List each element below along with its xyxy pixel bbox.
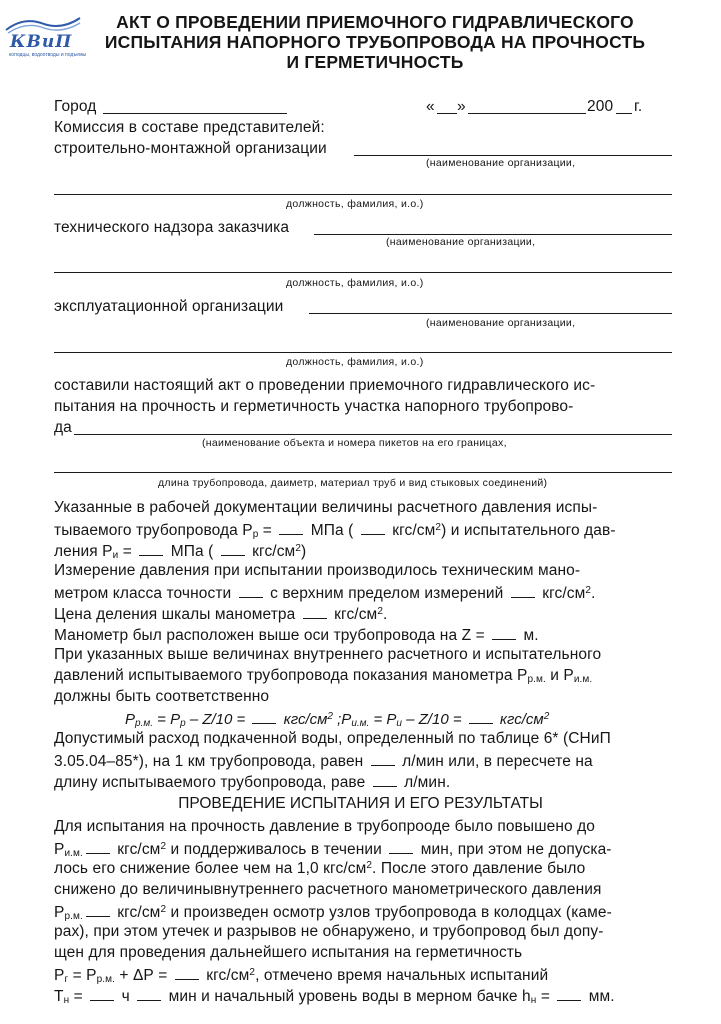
date-close-quote: »: [457, 98, 466, 115]
p2-line-2: метром класса точности с верхним пределом измерений кгс/$см^2$.: [54, 585, 596, 602]
p2-line-1: Измерение давления при испытании производилось техническим мано-: [54, 562, 581, 579]
org3-person-caption: должность, фамилия, и.о.): [286, 356, 424, 368]
s-line-2: $Р_{и.м.}$ кгс/$см^2$ и поддерживалось в течении мин, при этом не допуска-: [54, 841, 612, 859]
p3-line: Манометр был расположен выше оси трубопровода на Z = м.: [54, 627, 539, 644]
p1-line-3: ления $Р_и$ = МПа ( кгс/$см^2$): [54, 543, 307, 561]
s-line-7: щен для проведения дальнейшего испытания на герметичность: [54, 944, 523, 961]
title-line-2: ИСПЫТАНИЯ НАПОРНОГО ТРУБОПРОВОДА НА ПРОЧНОСТЬ: [104, 32, 646, 52]
pipeline-details-caption: длина трубопровода, даиметр, материал труб и вид стыковых соединений): [158, 477, 548, 489]
year-suffix: г.: [634, 98, 643, 115]
initial-water-level-field[interactable]: [557, 986, 581, 1001]
city-label: Город: [54, 98, 97, 115]
z-height-field[interactable]: [492, 625, 516, 640]
company-logo: [4, 14, 87, 58]
p1-line-1: Указанные в рабочей документации величины расчетного давления испы-: [54, 499, 598, 516]
accuracy-class-field[interactable]: [239, 583, 263, 598]
p4-line-2: давлений испытываемого трубопровода показания манометра $Р_{р.м.}$ и $Р_{и.м.}$: [54, 667, 593, 685]
pipeline-details-field[interactable]: [54, 472, 672, 473]
org2-person-field[interactable]: [54, 272, 672, 273]
start-minute-field[interactable]: [137, 986, 161, 1001]
allowed-flow-total-field[interactable]: [373, 772, 397, 787]
p4-line-1: При указанных выше величинах внутреннего расчетного и испытательного: [54, 646, 602, 663]
gauge-test-value-field[interactable]: [469, 709, 493, 724]
title-line-3: И ГЕРМЕТИЧНОСТЬ: [286, 52, 464, 72]
act-line-2: пытания на прочность и герметичность участка напорного трубопрово-: [54, 398, 574, 415]
gauge-design-value-field[interactable]: [252, 709, 276, 724]
p4-line-3: должны быть соответственно: [54, 688, 270, 705]
org2-name-caption: (наименование организации,: [386, 236, 536, 248]
org3-label: эксплуатационной организации: [54, 298, 284, 315]
org2-person-caption: должность, фамилия, и.о.): [286, 277, 424, 289]
p5-line-3: длину испытываемого трубопровода, раве л/мин.: [54, 774, 451, 791]
start-hour-field[interactable]: [90, 986, 114, 1001]
org3-person-field[interactable]: [54, 352, 672, 353]
test-pressure-mpa-field[interactable]: [139, 541, 163, 556]
scale-division-field[interactable]: [303, 604, 327, 619]
logo-text: КВиП: [10, 32, 73, 52]
org3-name-field[interactable]: [309, 313, 672, 314]
s-line-8: $Р_г = Р_{р.м.} + \Delta Р = кгс/см^2$, отмечено время начальных испытаний: [54, 967, 549, 985]
month-field[interactable]: [468, 113, 586, 114]
org1-person-field[interactable]: [54, 194, 672, 195]
s-line-5: $Р_{р.м.}$ кгс/$см^2$ и произведен осмотр узлов трубопровода в колодцах (каме-: [54, 904, 612, 922]
s-line-6: рах), при этом утечек и разрывов не обнаружено, и трубопровод был допу-: [54, 923, 604, 940]
design-pressure-kgf-field[interactable]: [361, 520, 385, 535]
document-title: [95, 12, 655, 72]
tightness-pressure-field[interactable]: [175, 965, 199, 980]
s-line-9: $Т_н = ч$ мин и начальный уровень воды в мерном бачке $h_н$ = мм.: [54, 988, 615, 1006]
day-field[interactable]: [437, 113, 457, 114]
p5-line-1: Допустимый расход подкаченной воды, определенный по таблице 6* (СНиП: [54, 730, 611, 747]
gauge-formula: $Р_{р.м.} = Р_р - Z/10 = кгс/см^2$ $;Р_{и.м.} = Р_и - Z/10 = кгс/см^2$: [125, 711, 550, 729]
org1-person-caption: должность, фамилия, и.о.): [286, 198, 424, 210]
design-pressure-mpa-field[interactable]: [279, 520, 303, 535]
s-line-4: снижено до величинывнутреннего расчетного манометрического давления: [54, 881, 602, 898]
org3-name-caption: (наименование организации,: [426, 317, 576, 329]
hold-minutes-field[interactable]: [389, 839, 413, 854]
act-line-3: да: [54, 419, 72, 436]
p5-line-2: 3.05.04–85*), на 1 км трубопровода, равен л/мин или, в пересчете на: [54, 753, 593, 770]
allowed-flow-per-km-field[interactable]: [371, 751, 395, 766]
city-field[interactable]: [103, 113, 287, 114]
section-title: ПРОВЕДЕНИЕ ИСПЫТАНИЯ И ЕГО РЕЗУЛЬТАТЫ: [178, 795, 543, 812]
test-pressure-kgf-field[interactable]: [221, 541, 245, 556]
p2-line-3: Цена деления шкалы манометра кгс/$см^2$.: [54, 606, 388, 623]
date-open-quote: «: [426, 98, 435, 115]
year-prefix: 200: [587, 98, 614, 115]
s-line-1: Для испытания на прочность давление в трубопрооде было повышено до: [54, 818, 596, 835]
object-caption: (наименование объекта и номера пикетов на его границах,: [202, 437, 507, 449]
object-field[interactable]: [74, 434, 672, 435]
design-gauge-pressure-field[interactable]: [86, 902, 110, 917]
org2-name-field[interactable]: [314, 234, 672, 235]
upper-limit-field[interactable]: [511, 583, 535, 598]
strength-pressure-field[interactable]: [86, 839, 110, 854]
commission-intro: Комиссия в составе представителей:: [54, 119, 325, 136]
org1-label: строительно-монтажной организации: [54, 140, 327, 157]
year-field[interactable]: [616, 113, 632, 114]
logo-tagline: колодцы, водоотводы и подъемы: [9, 52, 87, 58]
org1-name-caption: (наименование организации,: [426, 157, 576, 169]
s-line-3: лось его снижение более чем на 1,0 кгс/$см^2$. После этого давление было: [54, 860, 586, 877]
org1-name-field[interactable]: [354, 155, 672, 156]
title-line-1: АКТ О ПРОВЕДЕНИИ ПРИЕМОЧНОГО ГИДРАВЛИЧЕСКОГО: [116, 12, 634, 32]
org2-label: технического надзора заказчика: [54, 219, 290, 236]
act-line-1: составили настоящий акт о проведении приемочного гидравлического ис-: [54, 377, 596, 394]
p1-line-2: тываемого трубопровода $Р_р$ = МПа ( кгс/$см^2$) и испытательного дав-: [54, 522, 616, 540]
